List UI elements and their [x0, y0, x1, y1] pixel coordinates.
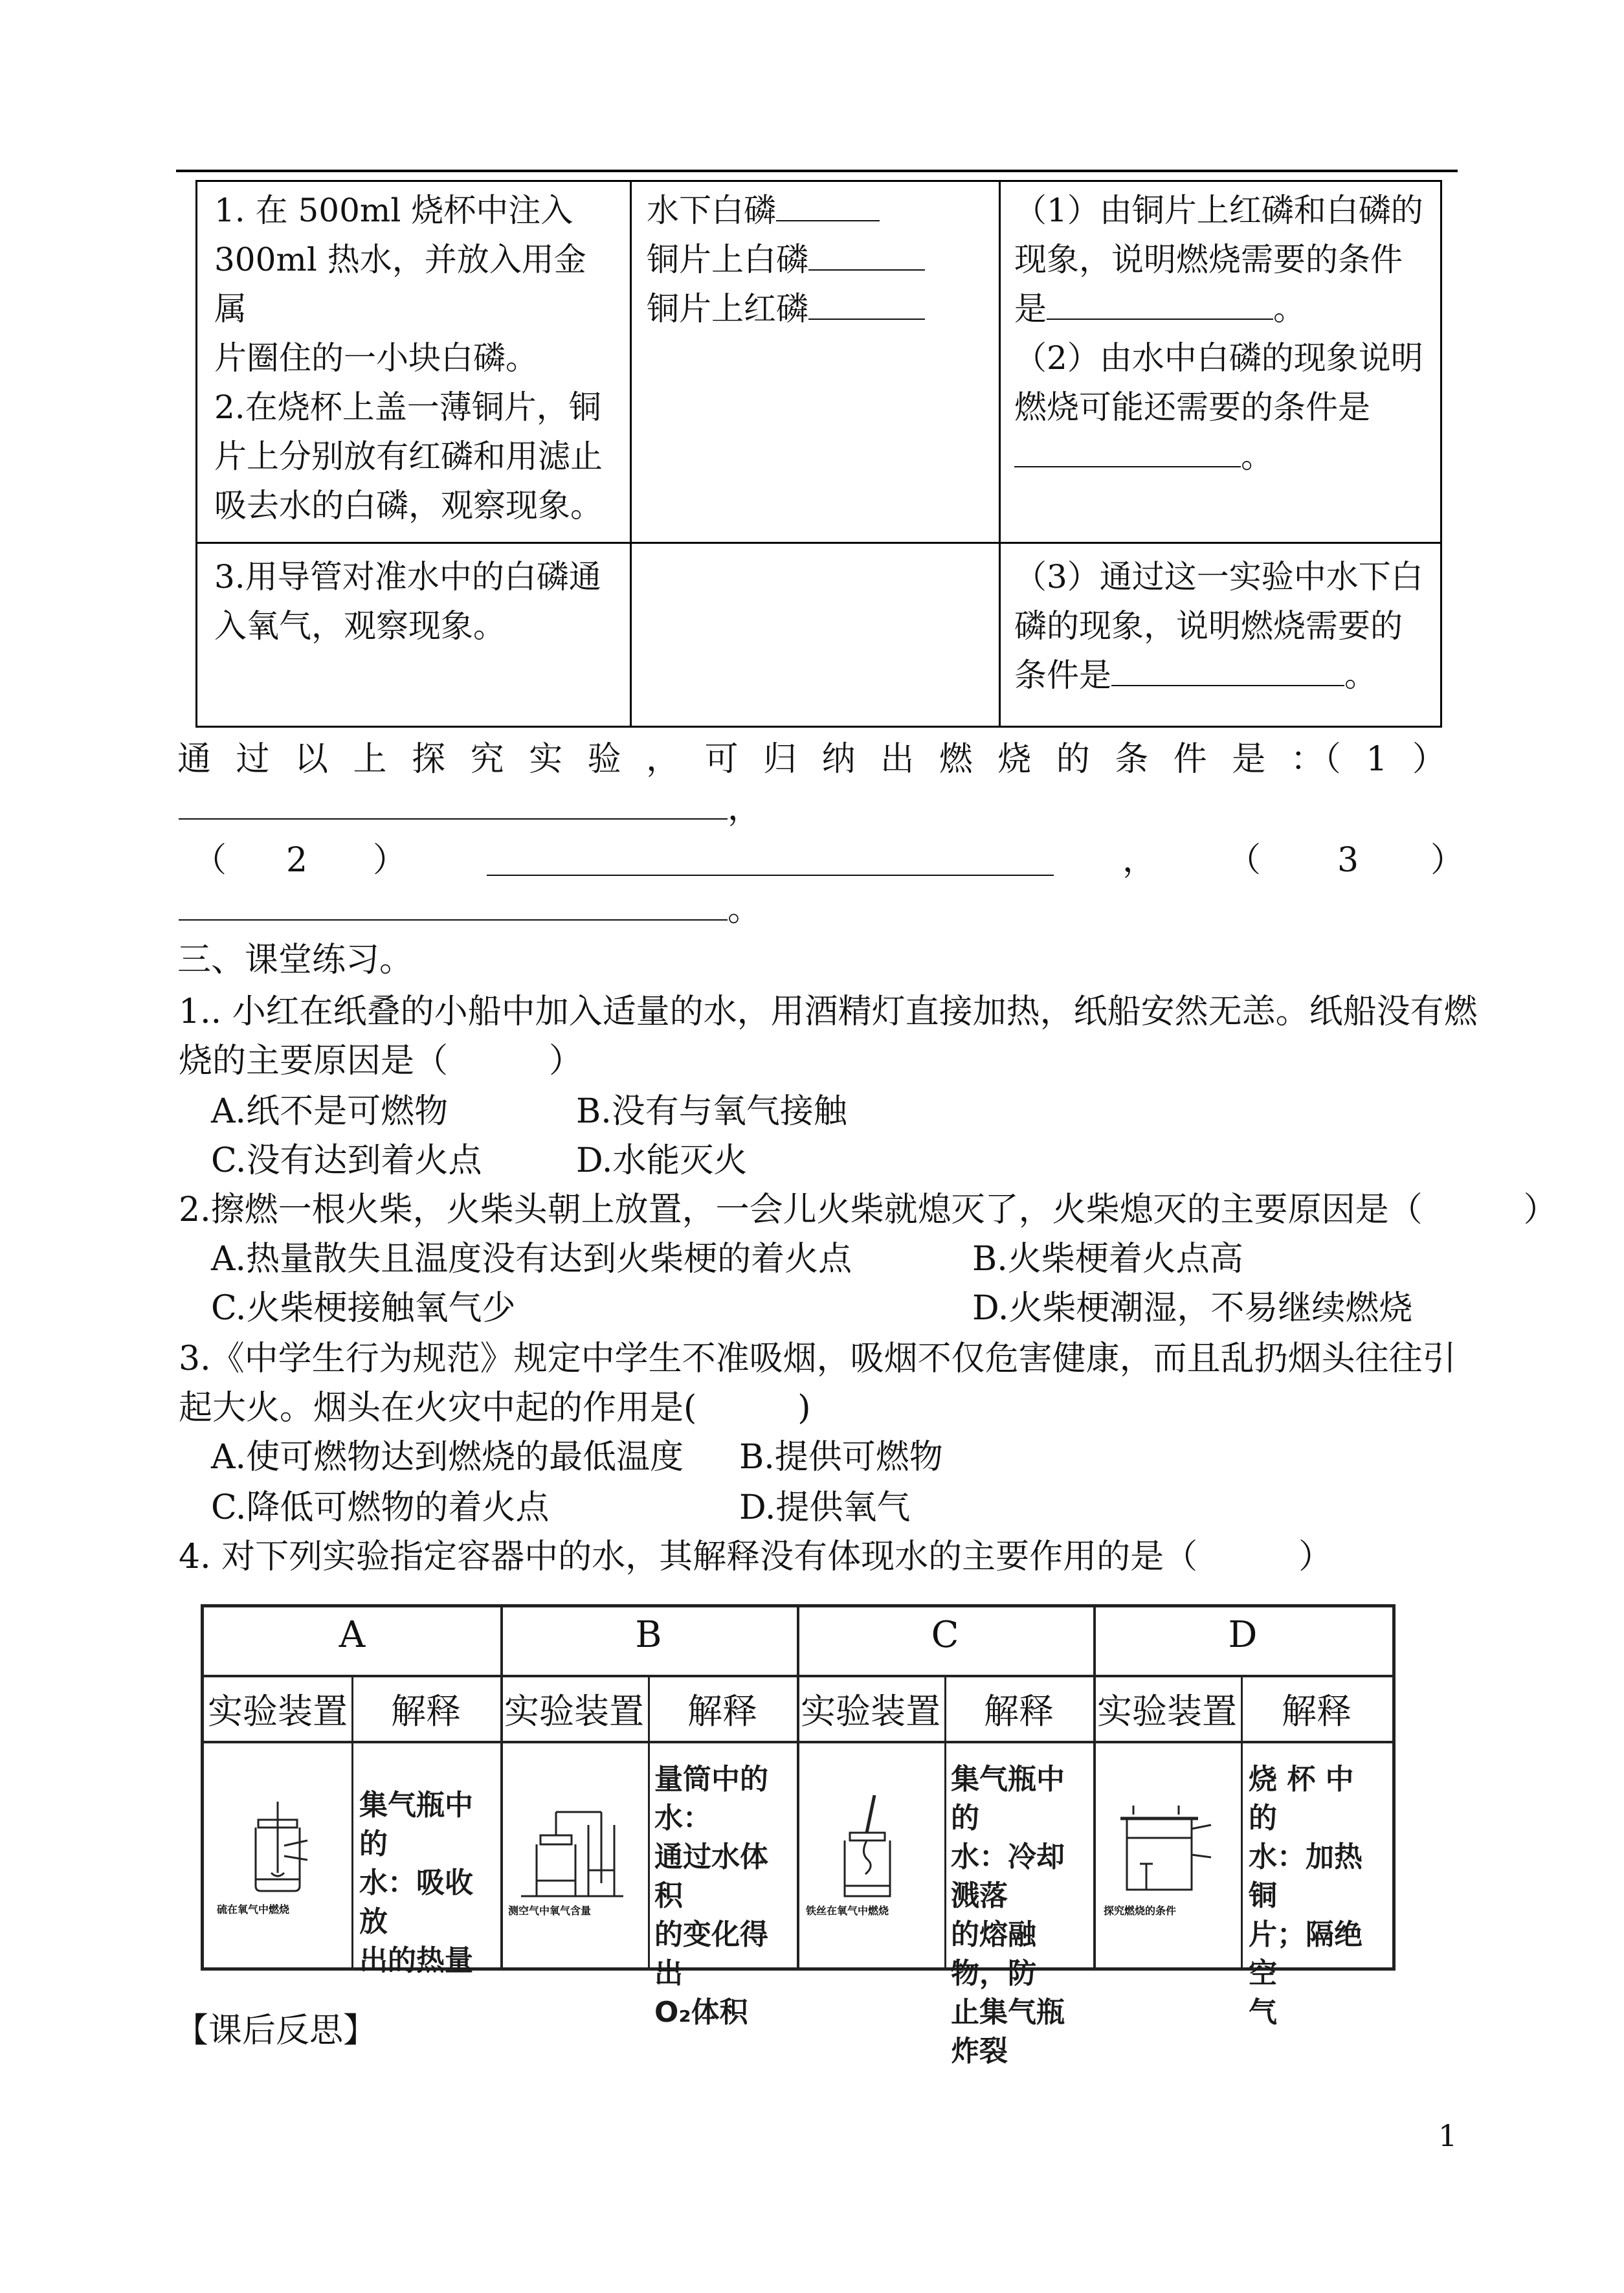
q4-letter-c: C — [931, 1614, 959, 1656]
table-divider — [999, 182, 1001, 726]
q4-divider — [204, 1675, 1392, 1677]
answer-blank[interactable] — [776, 190, 880, 222]
q4-letter-d: D — [1228, 1614, 1258, 1656]
header-rule — [176, 170, 1458, 172]
q3-stem-line-2: 起大火。烟头在火灾中起的作用是( ) — [179, 1389, 811, 1427]
q1-option-b[interactable]: B.没有与氧气接触 — [576, 1092, 847, 1131]
conclusion-column-1: （1）由铜片上红磷和白磷的 现象，说明燃烧需要的条件 是 。 （2）由水中白磷的现象说明 燃烧可能还需要的条件是 。 — [1014, 192, 1423, 475]
answer-blank[interactable] — [1047, 288, 1273, 320]
answer-blank[interactable] — [808, 239, 925, 271]
q4-head-device: 实验装置 — [504, 1692, 644, 1731]
summary-line-2: ， — [179, 785, 761, 833]
q2-option-a[interactable]: A.热量散失且温度没有达到火柴梗的着火点 — [211, 1240, 852, 1279]
q2-option-b[interactable]: B.火柴梗着火点高 — [972, 1240, 1243, 1279]
answer-blank[interactable] — [487, 843, 1054, 876]
q4-head-explain: 解释 — [391, 1692, 461, 1731]
q2-option-c[interactable]: C.火柴梗接触氧气少 — [211, 1289, 516, 1328]
experiment-steps-1: 1. 在 500ml 烧杯中注入 300ml 热水，并放入用金属 片圈住的一小块白磷。 2.在烧杯上盖一薄铜片，铜 片上分别放有红磷和用滤止 吸去水的白磷，观察现象。 — [214, 192, 603, 524]
answer-blank[interactable] — [808, 288, 925, 320]
experiment-table — [195, 180, 1442, 728]
summary-line-3: （ 2 ） ， （ 3 ） — [193, 841, 1465, 880]
q1-option-c[interactable]: C.没有达到着火点 — [211, 1141, 482, 1180]
table-divider — [197, 542, 1440, 544]
jar-sulfur-diagram — [230, 1802, 327, 1899]
q1-stem-line-2: 烧的主要原因是（ ） — [179, 1042, 583, 1080]
answer-blank[interactable] — [179, 787, 728, 820]
page-number: 1 — [1438, 2118, 1458, 2153]
q4-head-device: 实验装置 — [208, 1692, 348, 1731]
q4-head-explain: 解释 — [1282, 1692, 1351, 1731]
iron-wire-diagram — [819, 1795, 916, 1905]
q3-option-d[interactable]: D.提供氧气 — [739, 1488, 911, 1527]
q4-head-explain: 解释 — [984, 1692, 1054, 1731]
summary-line-1: 通 过 以 上 探 究 实 验 ， 可 归 纳 出 燃 烧 的 条 件 是 ：（ 1 ） — [177, 740, 1446, 779]
observation-column: 水下白磷 铜片上白磷 铜片上红磷 — [647, 186, 983, 333]
q1-option-a[interactable]: A.纸不是可燃物 — [211, 1092, 449, 1131]
q4-stem: 4. 对下列实验指定容器中的水，其解释没有体现水的主要作用的是（ ） — [179, 1538, 1333, 1576]
table-divider — [630, 182, 632, 726]
q4-caption-c: 铁丝在氧气中燃烧 — [806, 1905, 889, 1917]
q4-head-explain: 解释 — [687, 1692, 757, 1731]
oxygen-content-diagram — [517, 1799, 627, 1903]
section-title: 三、课堂练习。 — [177, 941, 414, 979]
summary-line-4: 。 — [179, 886, 761, 934]
q4-head-device: 实验装置 — [801, 1692, 940, 1731]
q4-explain-c[interactable]: 集气瓶中的 水：冷却溅落 的熔融物，防 止集气瓶炸裂 — [951, 1763, 1065, 2068]
q1-stem-line-1: 1.. 小红在纸叠的小船中加入适量的水，用酒精灯直接加热，纸船安然无恙。纸船没有燃 — [179, 992, 1478, 1031]
q4-caption-b: 测空气中氧气含量 — [508, 1905, 592, 1917]
q4-explain-a[interactable]: 集气瓶中的 水：吸收放 出的热量 — [359, 1789, 473, 1977]
q3-option-b[interactable]: B.提供可燃物 — [739, 1438, 943, 1477]
experiment-steps-2: 3.用导管对准水中的白磷通 入氧气，观察现象。 — [214, 558, 601, 645]
q2-stem: 2.擦燃一根火柴，火柴头朝上放置，一会儿火柴就熄灭了，火柴熄灭的主要原因是（ ） — [179, 1191, 1557, 1229]
q3-stem-line-1: 3.《中学生行为规范》规定中学生不准吸烟，吸烟不仅危害健康，而且乱扔烟头往往引 — [179, 1339, 1456, 1378]
answer-blank[interactable] — [1014, 436, 1241, 468]
answer-blank[interactable] — [179, 888, 728, 921]
q4-letter-a: A — [339, 1614, 366, 1656]
reflection-heading: 【课后反思】 — [175, 2011, 377, 2050]
q3-option-c[interactable]: C.降低可燃物的着火点 — [211, 1488, 550, 1527]
q4-caption-a: 硫在氧气中燃烧 — [217, 1903, 290, 1916]
q4-explain-d[interactable]: 烧 杯 中 的 水：加热铜 片；隔绝空 气 — [1249, 1763, 1363, 2029]
answer-blank[interactable] — [1111, 654, 1344, 687]
q4-caption-d: 探究燃烧的条件 — [1104, 1905, 1177, 1917]
q2-option-d[interactable]: D.火柴梗潮湿，不易继续燃烧 — [972, 1289, 1413, 1328]
combustion-beaker-diagram — [1107, 1793, 1230, 1903]
q4-head-device: 实验装置 — [1097, 1692, 1237, 1731]
q4-letter-b: B — [635, 1614, 662, 1656]
q4-explain-b[interactable]: 量筒中的水： 通过水体积 的变化得出 O₂体积 — [654, 1763, 768, 2029]
q1-option-d[interactable]: D.水能灭火 — [576, 1141, 748, 1180]
q3-option-a[interactable]: A.使可燃物达到燃烧的最低温度 — [211, 1438, 684, 1477]
q4-divider — [204, 1741, 1392, 1743]
conclusion-column-2: （3）通过这一实验中水下白 磷的现象，说明燃烧需要的 条件是 。 — [1014, 558, 1423, 694]
